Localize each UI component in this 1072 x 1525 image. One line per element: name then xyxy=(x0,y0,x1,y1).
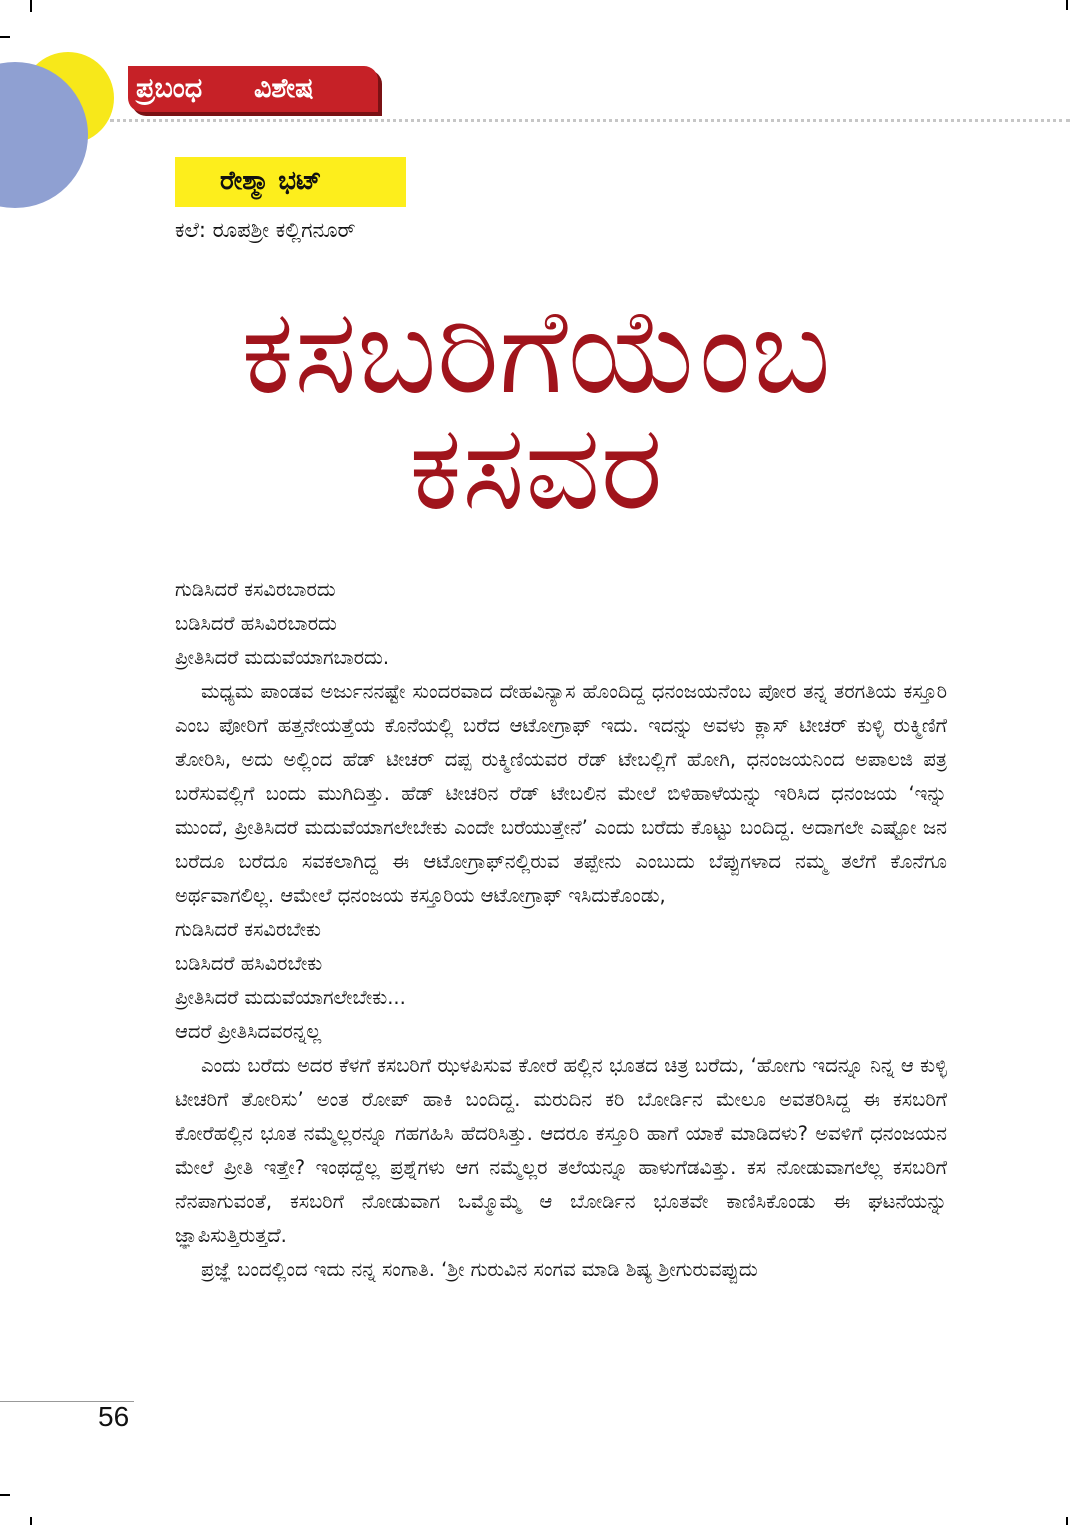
paragraph: ಪ್ರಜ್ಞೆ ಬಂದಲ್ಲಿಂದ ಇದು ನನ್ನ ಸಂಗಾತಿ. ‘ಶ್ರೀ ಗುರುವಿನ ಸಂಗವ ಮಾಡಿ ಶಿಷ್ಯ ಶ್ರೀಗುರುವಪ್ಪುದು xyxy=(201,1258,758,1281)
verse-line: ಆದರೆ ಪ್ರೀತಿಸಿದವರನ್ನಲ್ಲ xyxy=(175,1020,322,1043)
paragraph: ಮಧ್ಯಮ ಪಾಂಡವ ಅರ್ಜುನನಷ್ಟೇ ಸುಂದರವಾದ ದೇಹವಿನ್ಯಾಸ ಹೊಂದಿದ್ದ ಧನಂಜಯನೆಂಬ ಪೋರ ತನ್ನ ತರಗತಿಯ ಕಸ್ತೂರಿ ಎಂಬ ಪೋರಿಗೆ ಹತ್ತನೇಯತ್ತೆಯ ಕೊನೆಯಲ್ಲಿ ಬರೆದ ಆಟೋಗ್ರಾಫ್ ಇದು. ಇದನ್ನು ಅವಳು ಕ್ಲಾಸ್ ಟೀಚರ್ ಕುಳ್ಳಿ ರುಕ್ಮಿಣಿಗೆ ತೋರಿಸಿ, ಅದು ಅಲ್ಲಿಂದ ಹೆಡ್ ಟೀಚರ್ ದಪ್ಪ ರುಕ್ಮಿಣಿಯವರ ರೆಡ್ ಟೇಬಲ್ಲಿಗೆ ಹೋಗಿ, ಧನಂಜಯನಿಂದ ಅಪಾಲಜಿ ಪತ್ರ ಬರೆಸುವಲ್ಲಿಗೆ ಬಂದು ಮುಗಿದಿತ್ತು. ಹೆಡ್ ಟೀಚರಿನ ರೆಡ್ ಟೇಬಲಿನ ಮೇಲೆ ಬಿಳಿಹಾಳೆಯನ್ನು ಇರಿಸಿದ ಧನಂಜಯ ‘ಇನ್ನು ಮುಂದೆ, ಪ್ರೀತಿಸಿದರೆ ಮದುವೆಯಾಗಲೇಬೇಕು ಎಂದೇ ಬರೆಯುತ್ತೇನೆ’ ಎಂದು ಬರೆದು ಕೊಟ್ಟು ಬಂದಿದ್ದ. ಅದಾಗಲೇ ಎಷ್ಟೋ ಜನ ಬರೆದೂ ಬರೆದೂ ಸವಕಲಾಗಿದ್ದ ಈ ಆಟೋಗ್ರಾಫ್‌ನಲ್ಲಿರುವ ತಪ್ಪೇನು ಎಂಬುದು ಬೆಪ್ಪುಗಳಾದ ನಮ್ಮ ತಲೆಗೆ ಕೊನೆಗೂ ಅರ್ಥವಾಗಲಿಲ್ಲ. ಆಮೇಲೆ ಧನಂಜಯ ಕಸ್ತೂರಿಯ ಆಟೋಗ್ರಾಫ್ ಇಸಿದುಕೊಂಡು, xyxy=(175,680,947,907)
author-box xyxy=(175,157,406,207)
section-tag-label-1: ಪ್ರಬಂಧ xyxy=(136,73,203,104)
crop-mark-top-left xyxy=(30,0,32,12)
art-credit: ಕಲೆ: ರೂಪಶ್ರೀ ಕಲ್ಲಿಗನೂರ್ xyxy=(175,218,356,242)
page-number: 56 xyxy=(98,1401,130,1432)
article-title-line-2: ಕಸವರ xyxy=(409,398,663,536)
section-tag xyxy=(128,66,378,112)
verse-line: ಗುಡಿಸಿದರೆ ಕಸವಿರಬಾರದು xyxy=(175,578,336,601)
author-name: ರೇಶ್ಮಾ ಭಟ್ xyxy=(220,166,322,196)
section-tag-label-2: ವಿಶೇಷ xyxy=(254,73,314,104)
verse-line: ಪ್ರೀತಿಸಿದರೆ ಮದುವೆಯಾಗಲೇಬೇಕು... xyxy=(175,986,406,1009)
crop-mark-bottom-left-v xyxy=(30,1517,32,1525)
crop-mark-top-right xyxy=(1066,0,1068,10)
verse-line: ಬಡಿಸಿದರೆ ಹಸಿವಿರಬಾರದು xyxy=(175,612,337,635)
header-dotted-rule xyxy=(110,119,1070,122)
article-body xyxy=(175,573,947,1287)
verse-line: ಪ್ರೀತಿಸಿದರೆ ಮದುವೆಯಾಗಬಾರದು. xyxy=(175,646,390,669)
verse-line: ಗುಡಿಸಿದರೆ ಕಸವಿರಬೇಕು xyxy=(175,918,321,941)
article-title-line-1: ಕಸಬರಿಗೆಯೆಂಬ xyxy=(241,282,831,420)
verse-line: ಬಡಿಸಿದರೆ ಹಸಿವಿರಬೇಕು xyxy=(175,952,323,975)
crop-mark-bottom-right xyxy=(1066,1517,1068,1525)
crop-mark-bottom-left xyxy=(0,1494,10,1496)
paragraph: ಎಂದು ಬರೆದು ಅದರ ಕೆಳಗೆ ಕಸಬರಿಗೆ ಝಳಪಿಸುವ ಕೋರೆ ಹಲ್ಲಿನ ಭೂತದ ಚಿತ್ರ ಬರೆದು, ‘ಹೋಗು ಇದನ್ನೂ ನಿನ್ನ ಆ ಕುಳ್ಳಿ ಟೀಚರಿಗೆ ತೋರಿಸು’ ಅಂತ ರೋಪ್ ಹಾಕಿ ಬಂದಿದ್ದ. ಮರುದಿನ ಕರಿ ಬೋರ್ಡಿನ ಮೇಲೂ ಅವತರಿಸಿದ್ದ ಈ ಕಸಬರಿಗೆ ಕೋರೆಹಲ್ಲಿನ ಭೂತ ನಮ್ಮೆಲ್ಲರನ್ನೂ ಗಹಗಹಿಸಿ ಹೆದರಿಸಿತ್ತು. ಆದರೂ ಕಸ್ತೂರಿ ಹಾಗೆ ಯಾಕೆ ಮಾಡಿದಳು? ಅವಳಿಗೆ ಧನಂಜಯನ ಮೇಲೆ ಪ್ರೀತಿ ಇತ್ತೇ? ಇಂಥದ್ದೆಲ್ಲ ಪ್ರಶ್ನೆಗಳು ಆಗ ನಮ್ಮೆಲ್ಲರ ತಲೆಯನ್ನೂ ಹಾಳುಗೆಡವಿತ್ತು. ಕಸ ನೋಡುವಾಗಲೆಲ್ಲ ಕಸಬರಿಗೆ ನೆನಪಾಗುವಂತೆ, ಕಸಬರಿಗೆ ನೋಡುವಾಗ ಒಮ್ಮೊಮ್ಮೆ ಆ ಬೋರ್ಡಿನ ಭೂತವೇ ಕಾಣಿಸಿಕೊಂಡು ಈ ಘಟನೆಯನ್ನು ಜ್ಞಾಪಿಸುತ್ತಿರುತ್ತದೆ. xyxy=(175,1054,947,1247)
crop-mark-top-left-h xyxy=(0,36,10,38)
